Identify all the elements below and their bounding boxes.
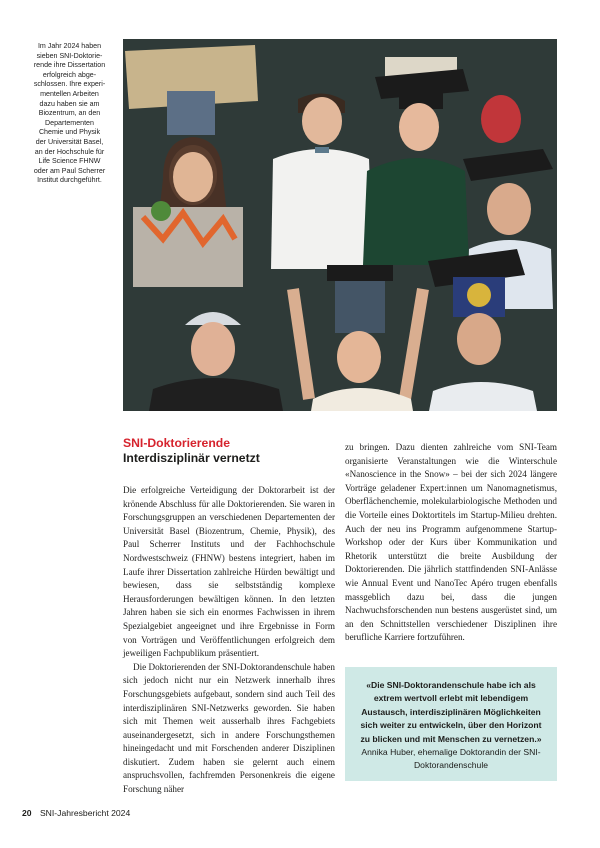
caption-line: schlossen. Ihre experi-	[33, 80, 106, 89]
pull-quote	[345, 667, 557, 781]
body-paragraph: zu bringen. Dazu dienten zahlreiche vom SNI-Team organisierte Veranstaltungen wie die Winterschule «Nanoscience in the Snow» – bei der sich 2024 längere Vorträge geladener Expert:innen um Nanomagnetismus, Oberflächenchemie, molekularbiologische Methoden und die Vorteile eines Doktortitels im Startup-Milieu drehten. Auch der neu ins Programm aufgenommene Startup-Workshop oder der Kurs über Kommunikation und Rhetorik unterstützt die breite Ausbildung der Doktorierenden. Die jährlich stattfindenden SNI-Anlässe wie Annual Event und NanoTec Apéro trugen ebenfalls massgeblich dazu bei, dass die jungen Nachwuchsforschenden nun bestens ausgerüstet sind, um an den Schnittstellen verschiedener Disziplinen ihre berufliche Karriere fortzuführen.	[345, 442, 557, 643]
article-column-left	[123, 484, 335, 797]
caption-line: rende ihre Dissertation	[33, 61, 106, 70]
caption-line: mentellen Arbeiten	[40, 89, 99, 98]
article-kicker: SNI-Doktorierende	[123, 436, 230, 450]
photo-illustration	[123, 39, 557, 411]
quote-source: Annika Huber, ehemalige Doktorandin der SNI-Doktorandenschule	[361, 747, 541, 771]
publication-title: SNI-Jahresbericht 2024	[39, 808, 131, 818]
article-title: Interdisziplinär vernetzt	[123, 451, 260, 465]
graduates-photo-collage	[123, 39, 557, 411]
page-footer	[22, 808, 130, 818]
caption-line: Biozentrum, an den	[38, 109, 101, 118]
caption-line: dazu haben sie am	[39, 99, 100, 108]
caption-line: an der Hochschule für	[34, 147, 105, 156]
caption-line: Im Jahr 2024 haben	[37, 42, 102, 50]
page-number: 20	[22, 808, 32, 818]
caption-line: sieben SNI-Doktorie-	[36, 51, 103, 60]
caption-line: oder am Paul Scherrer	[33, 166, 106, 175]
body-paragraph: Die Doktorierenden der SNI-Doktorandenschule haben sich jedoch nicht nur ein Netzwerk innerhalb ihres Forschungsgebiets aufgebaut, sondern sind auch Teil des interdisziplinären SNI-Netzwerks geworden. Sie haben sich mit Themen weit ausserhalb ihres Fachgebiets auseinandergesetzt, sich in andere Forschungsthemen hineingedacht und mit Forschenden anderer Disziplinen diskutiert. Zudem haben sie gelernt auch einem anspruchsvollen, fachfremden Personenkreis die eigene Forschung näher	[123, 661, 335, 795]
quote-text: «Die SNI-Doktorandenschule habe ich als extrem wertvoll erlebt mit lebendigem Austausch, interdisziplinären Möglichkeiten sich weiter zu entwickeln, über den Horizont zu blicken und mit Menschen zu vernetzen.»	[360, 680, 542, 744]
caption-line: erfolgreich abge-	[42, 70, 97, 79]
caption-line: Institut durchgeführt.	[37, 176, 102, 185]
caption-line: der Universität Basel,	[35, 137, 104, 146]
article-column-right	[345, 441, 557, 645]
photo-caption	[22, 42, 117, 186]
body-paragraph: Die erfolgreiche Verteidigung der Doktorarbeit ist der krönende Abschluss für alle Doktorierenden. Sie waren in Forschungsgruppen an verschiedenen Departementen der Universität Basel (Biozentrum, Chemie, Physik), des Paul Scherrer Instituts und der Fachhochschule Nordwestschweiz (FHNW) bestens integriert, haben im Laufe ihrer Dissertation zahlreiche Hürden bewältigt und bewiesen, dass sie selbstständig komplexe Herausforderungen bewältigen können. In den letzten Jahren haben sie sich ein enormes Fachwissen in ihrem Spezialgebiet angeeignet und ihre Ergebnisse in Form von Vorträgen und Veröffentlichungen erfolgreich dem jeweiligen Fachpublikum präsentiert.	[123, 485, 335, 659]
caption-line: Life Science FHNW	[38, 157, 101, 166]
caption-line: Chemie und Physik	[38, 128, 101, 137]
caption-line: Departementen	[45, 118, 94, 127]
